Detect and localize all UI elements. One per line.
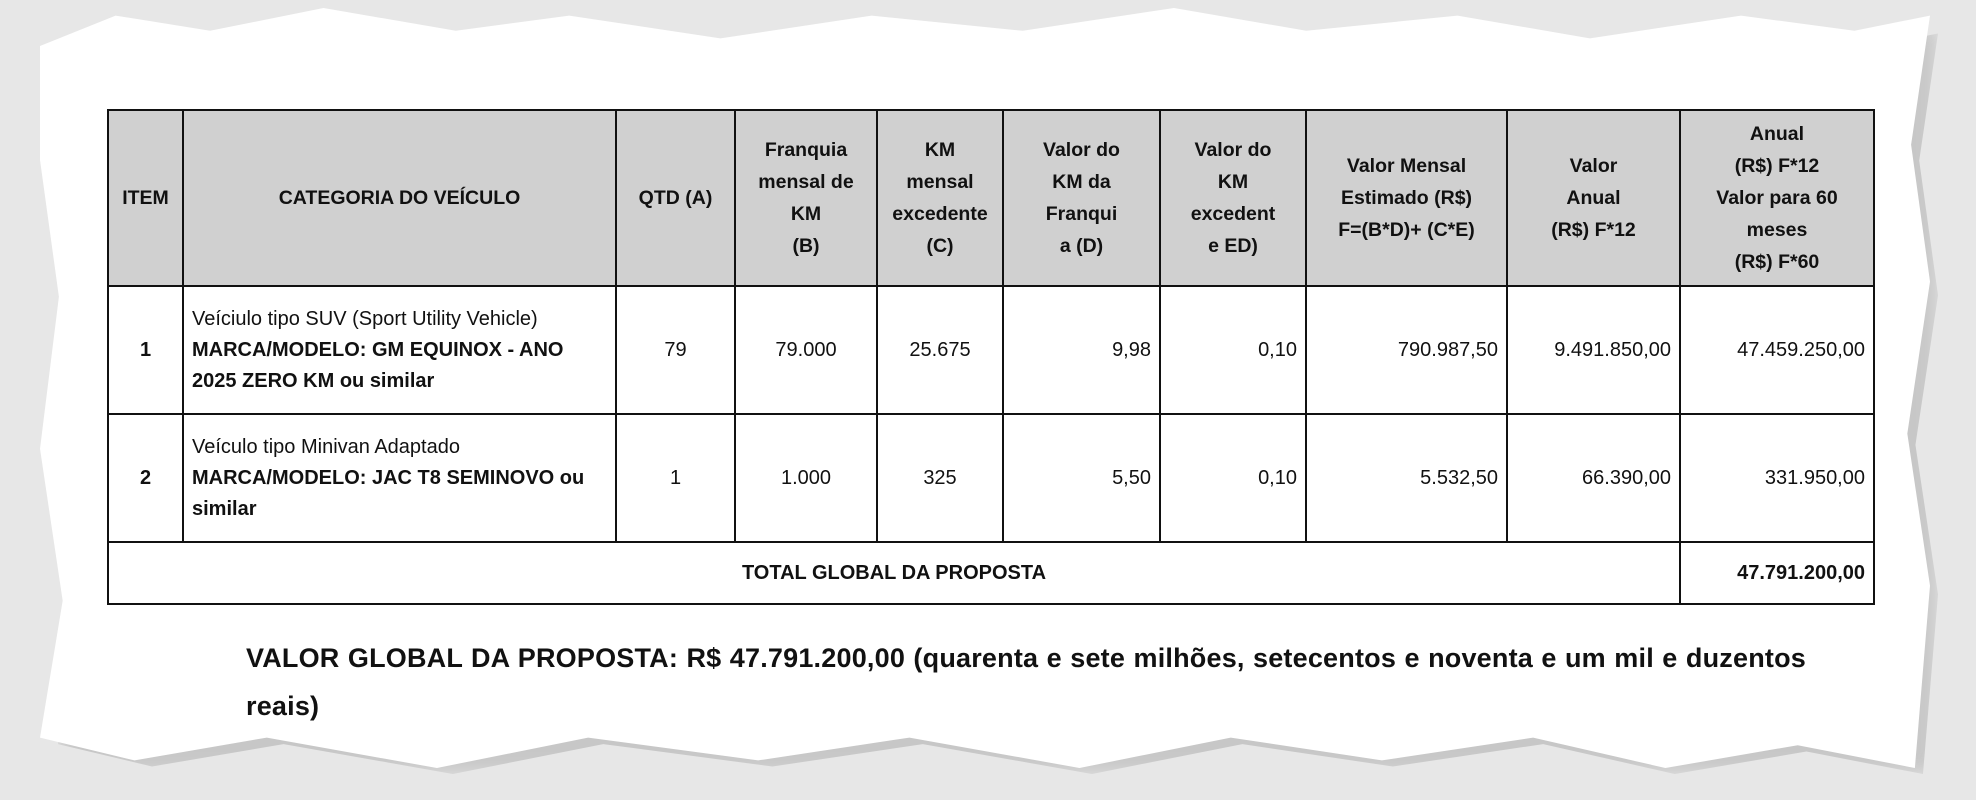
km-excedente-cell: 25.675 — [877, 286, 1003, 414]
global-value-statement: VALOR GLOBAL DA PROPOSTA: R$ 47.791.200,00 (quarenta e sete milhões, setecentos e noventa e um mil e duzentos reais) — [246, 643, 1806, 721]
valor-mensal-cell: 790.987,50 — [1306, 286, 1507, 414]
valor-mensal-cell: 5.532,50 — [1306, 414, 1507, 542]
header-franquia: Franquia mensal de KM (B) — [735, 110, 877, 286]
total-row — [108, 542, 1874, 604]
km-excedente-cell: 325 — [877, 414, 1003, 542]
total-label: TOTAL GLOBAL DA PROPOSTA — [108, 542, 1680, 604]
header-categoria: CATEGORIA DO VEÍCULO — [183, 110, 616, 286]
qtd-cell: 1 — [616, 414, 735, 542]
valor-km-franquia-cell: 5,50 — [1003, 414, 1160, 542]
category-brand-model: MARCA/MODELO: JAC T8 SEMINOVO ou similar — [192, 466, 585, 520]
table-row — [108, 414, 1874, 542]
vehicle-category — [183, 286, 616, 414]
valor-km-excedente-cell: 0,10 — [1160, 414, 1306, 542]
franquia-cell: 79.000 — [735, 286, 877, 414]
valor-anual-cell: 66.390,00 — [1507, 414, 1680, 542]
header-row — [108, 110, 1874, 286]
header-km-excedente: KM mensal excedente (C) — [877, 110, 1003, 286]
header-valor-km-excedente: Valor do KM excedent e ED) — [1160, 110, 1306, 286]
category-description: Veíciulo tipo SUV (Sport Utility Vehicle) — [192, 307, 538, 330]
header-item: ITEM — [108, 110, 183, 286]
category-brand-model: MARCA/MODELO: GM EQUINOX - ANO 2025 ZERO KM ou similar — [192, 338, 564, 392]
header-valor-60-meses: Anual (R$) F*12 Valor para 60 meses (R$) F*60 — [1680, 110, 1874, 286]
valor-60-meses-cell: 331.950,00 — [1680, 414, 1874, 542]
item-number: 2 — [108, 414, 183, 542]
category-description: Veículo tipo Minivan Adaptado — [192, 435, 460, 458]
table-row — [108, 286, 1874, 414]
header-valor-anual: Valor Anual (R$) F*12 — [1507, 110, 1680, 286]
header-valor-km-franquia: Valor do KM da Franqui a (D) — [1003, 110, 1160, 286]
qtd-cell: 79 — [616, 286, 735, 414]
proposal-table — [107, 109, 1875, 605]
valor-60-meses-cell: 47.459.250,00 — [1680, 286, 1874, 414]
header-valor-mensal: Valor Mensal Estimado (R$) F=(B*D)+ (C*E) — [1306, 110, 1507, 286]
valor-anual-cell: 9.491.850,00 — [1507, 286, 1680, 414]
total-value: 47.791.200,00 — [1680, 542, 1874, 604]
item-number: 1 — [108, 286, 183, 414]
vehicle-category — [183, 414, 616, 542]
valor-km-excedente-cell: 0,10 — [1160, 286, 1306, 414]
valor-km-franquia-cell: 9,98 — [1003, 286, 1160, 414]
franquia-cell: 1.000 — [735, 414, 877, 542]
header-qtd: QTD (A) — [616, 110, 735, 286]
